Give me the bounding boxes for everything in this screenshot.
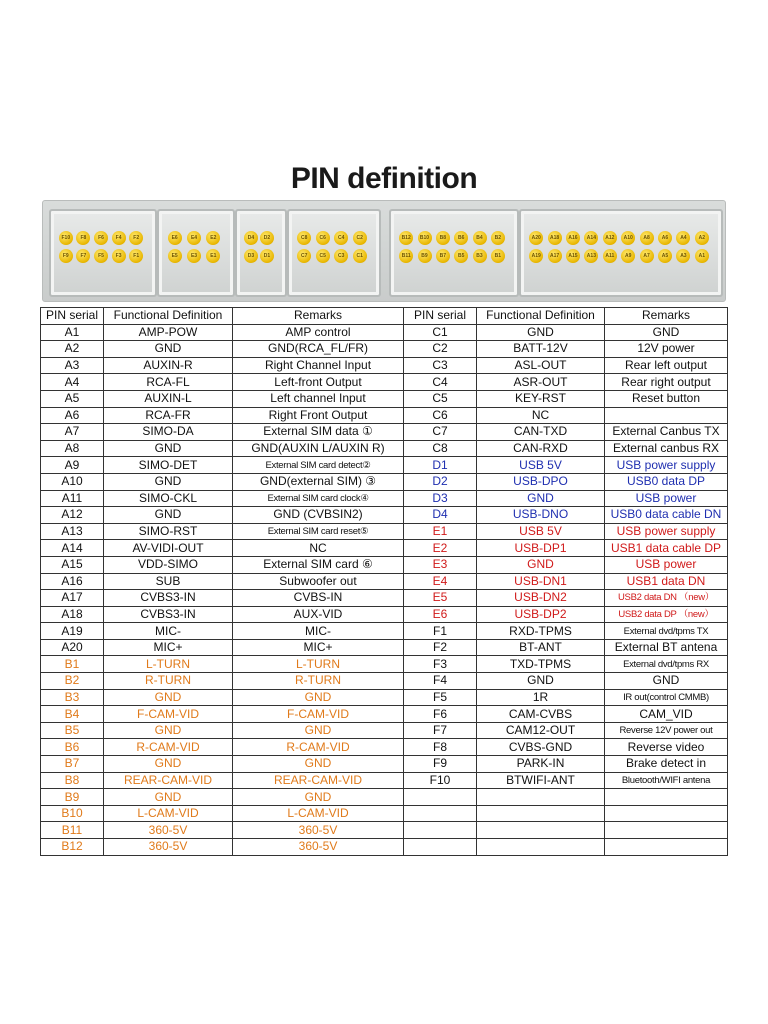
function-cell-right: ASL-OUT (477, 357, 605, 374)
remarks-cell-right: 12V power (605, 341, 728, 358)
pin-d1: D1 (260, 249, 274, 263)
function-cell-right: CAM-CVBS (477, 706, 605, 723)
pin-serial-cell-left: A3 (41, 357, 104, 374)
function-cell-right (477, 839, 605, 856)
pin-serial-cell-left: A10 (41, 473, 104, 490)
header-functional-definition-2: Functional Definition (477, 308, 605, 325)
pin-serial-cell-left: A14 (41, 540, 104, 557)
remarks-cell-right: GND (605, 673, 728, 690)
pin-serial-cell-right: F6 (404, 706, 477, 723)
remarks-cell-right (605, 822, 728, 839)
function-cell-right: CAN-TXD (477, 424, 605, 441)
table-row (41, 722, 728, 739)
remarks-cell-right: USB power (605, 556, 728, 573)
remarks-cell-right: USB power supply (605, 523, 728, 540)
pin-d4: D4 (244, 231, 258, 245)
function-cell-right (477, 805, 605, 822)
pin-serial-cell-left: A16 (41, 573, 104, 590)
header-pin-serial: PIN serial (41, 308, 104, 325)
function-cell-right: 1R (477, 689, 605, 706)
function-cell-left: SIMO-CKL (104, 490, 233, 507)
table-row (41, 540, 728, 557)
pin-a17: A17 (548, 249, 562, 263)
remarks-cell-left: MIC+ (233, 639, 404, 656)
table-row (41, 805, 728, 822)
remarks-cell-right: Reset button (605, 390, 728, 407)
pin-serial-cell-right: E4 (404, 573, 477, 590)
remarks-cell-left: MIC- (233, 623, 404, 640)
pin-serial-cell-left: B2 (41, 673, 104, 690)
pin-serial-cell-left: A9 (41, 457, 104, 474)
pin-a10: A10 (621, 231, 635, 245)
table-row (41, 673, 728, 690)
pin-b5: B5 (454, 249, 468, 263)
remarks-cell-left: GND(RCA_FL/FR) (233, 341, 404, 358)
remarks-cell-right: USB power supply (605, 457, 728, 474)
pin-a7: A7 (640, 249, 654, 263)
function-cell-right: USB 5V (477, 523, 605, 540)
connector-photo (42, 200, 726, 302)
function-cell-left: MIC+ (104, 639, 233, 656)
remarks-cell-right: USB1 data DN (605, 573, 728, 590)
remarks-cell-left: GND (233, 689, 404, 706)
function-cell-left: MIC- (104, 623, 233, 640)
pin-a8: A8 (640, 231, 654, 245)
pin-serial-cell-left: B8 (41, 772, 104, 789)
pin-serial-cell-right: F9 (404, 756, 477, 773)
pin-serial-cell-right: D1 (404, 457, 477, 474)
pin-c7: C7 (297, 249, 311, 263)
pin-serial-cell-left: B9 (41, 789, 104, 806)
function-cell-right: USB 5V (477, 457, 605, 474)
pin-serial-cell-left: A18 (41, 606, 104, 623)
pin-f7: F7 (76, 249, 90, 263)
table-row (41, 623, 728, 640)
function-cell-right: USB-DPO (477, 473, 605, 490)
function-cell-left: GND (104, 722, 233, 739)
table-row (41, 440, 728, 457)
pin-serial-cell-left: A5 (41, 390, 104, 407)
function-cell-right: USB-DP1 (477, 540, 605, 557)
table-row (41, 523, 728, 540)
pin-serial-cell-left: A6 (41, 407, 104, 424)
pin-serial-cell-left: A2 (41, 341, 104, 358)
remarks-cell-right (605, 407, 728, 424)
remarks-cell-left: Subwoofer out (233, 573, 404, 590)
remarks-cell-left: Right Front Output (233, 407, 404, 424)
pin-e3: E3 (187, 249, 201, 263)
pin-serial-cell-right: D2 (404, 473, 477, 490)
pin-a12: A12 (603, 231, 617, 245)
remarks-cell-left: GND (CVBSIN2) (233, 507, 404, 524)
table-row (41, 390, 728, 407)
function-cell-left: CVBS3-IN (104, 590, 233, 607)
pin-c2: C2 (353, 231, 367, 245)
function-cell-left: RCA-FR (104, 407, 233, 424)
remarks-cell-left: L-TURN (233, 656, 404, 673)
pin-serial-cell-right (404, 822, 477, 839)
function-cell-left: CVBS3-IN (104, 606, 233, 623)
table-row (41, 606, 728, 623)
pin-c5: C5 (316, 249, 330, 263)
table-row (41, 556, 728, 573)
function-cell-right: USB-DP2 (477, 606, 605, 623)
pin-f2: F2 (129, 231, 143, 245)
remarks-cell-left: AMP control (233, 324, 404, 341)
pin-a15: A15 (566, 249, 580, 263)
function-cell-right: BT-ANT (477, 639, 605, 656)
table-row (41, 374, 728, 391)
function-cell-left: 360-5V (104, 839, 233, 856)
table-row (41, 590, 728, 607)
pin-a5: A5 (658, 249, 672, 263)
pin-d3: D3 (244, 249, 258, 263)
pin-a3: A3 (676, 249, 690, 263)
remarks-cell-left: GND (233, 722, 404, 739)
function-cell-left: GND (104, 473, 233, 490)
table-row (41, 341, 728, 358)
function-cell-left: 360-5V (104, 822, 233, 839)
pin-serial-cell-left: A17 (41, 590, 104, 607)
function-cell-left: GND (104, 756, 233, 773)
remarks-cell-left: R-CAM-VID (233, 739, 404, 756)
pin-serial-cell-right (404, 805, 477, 822)
remarks-cell-left: GND(external SIM) ③ (233, 473, 404, 490)
remarks-cell-left: REAR-CAM-VID (233, 772, 404, 789)
remarks-cell-right: Bluetooth/WIFI antena (605, 772, 728, 789)
pin-serial-cell-right: E1 (404, 523, 477, 540)
remarks-cell-right: IR out(control CMMB) (605, 689, 728, 706)
table-row (41, 839, 728, 856)
remarks-cell-right: USB power (605, 490, 728, 507)
table-row (41, 407, 728, 424)
pin-e6: E6 (168, 231, 182, 245)
function-cell-right: ASR-OUT (477, 374, 605, 391)
function-cell-left: VDD-SIMO (104, 556, 233, 573)
function-cell-left: AUXIN-L (104, 390, 233, 407)
pin-serial-cell-right: F10 (404, 772, 477, 789)
pin-serial-cell-left: A8 (41, 440, 104, 457)
pin-f8: F8 (76, 231, 90, 245)
pin-b3: B3 (473, 249, 487, 263)
table-row (41, 772, 728, 789)
pin-serial-cell-left: A4 (41, 374, 104, 391)
pin-serial-cell-right: F7 (404, 722, 477, 739)
pin-f5: F5 (94, 249, 108, 263)
pin-b11: B11 (399, 249, 413, 263)
pin-e2: E2 (206, 231, 220, 245)
function-cell-right: TXD-TPMS (477, 656, 605, 673)
function-cell-right: CVBS-GND (477, 739, 605, 756)
pin-serial-cell-right: E3 (404, 556, 477, 573)
table-row (41, 324, 728, 341)
pin-serial-cell-right: C7 (404, 424, 477, 441)
function-cell-right (477, 822, 605, 839)
remarks-cell-left: AUX-VID (233, 606, 404, 623)
remarks-cell-right: External Canbus TX (605, 424, 728, 441)
pin-serial-cell-left: A19 (41, 623, 104, 640)
pin-a9: A9 (621, 249, 635, 263)
pin-serial-cell-right: C4 (404, 374, 477, 391)
pin-serial-cell-right: F4 (404, 673, 477, 690)
pin-serial-cell-left: A7 (41, 424, 104, 441)
remarks-cell-left: CVBS-IN (233, 590, 404, 607)
pin-e1: E1 (206, 249, 220, 263)
page-title: PIN definition (290, 162, 478, 195)
function-cell-left: SUB (104, 573, 233, 590)
remarks-cell-right: Brake detect in (605, 756, 728, 773)
pin-a20: A20 (529, 231, 543, 245)
table-row (41, 357, 728, 374)
pin-a16: A16 (566, 231, 580, 245)
pin-serial-cell-left: B10 (41, 805, 104, 822)
pin-serial-cell-left: A12 (41, 507, 104, 524)
pin-serial-cell-left: B1 (41, 656, 104, 673)
pin-serial-cell-left: A13 (41, 523, 104, 540)
remarks-cell-left: 360-5V (233, 839, 404, 856)
remarks-cell-right: Reverse video (605, 739, 728, 756)
pin-serial-cell-right: E6 (404, 606, 477, 623)
pin-serial-cell-right: E2 (404, 540, 477, 557)
remarks-cell-right: USB2 data DN （new） (605, 590, 728, 607)
function-cell-right: PARK-IN (477, 756, 605, 773)
pin-serial-cell-left: B3 (41, 689, 104, 706)
function-cell-left: RCA-FL (104, 374, 233, 391)
pin-b9: B9 (418, 249, 432, 263)
pin-a1: A1 (695, 249, 709, 263)
remarks-cell-right: External dvd/tpms RX (605, 656, 728, 673)
pin-b10: B10 (418, 231, 432, 245)
function-cell-left: AUXIN-R (104, 357, 233, 374)
pin-b4: B4 (473, 231, 487, 245)
table-row (41, 424, 728, 441)
pin-f3: F3 (112, 249, 126, 263)
pin-serial-cell-right: C1 (404, 324, 477, 341)
pin-a14: A14 (584, 231, 598, 245)
function-cell-left: GND (104, 507, 233, 524)
function-cell-left: R-CAM-VID (104, 739, 233, 756)
function-cell-left: REAR-CAM-VID (104, 772, 233, 789)
pin-c6: C6 (316, 231, 330, 245)
pin-b7: B7 (436, 249, 450, 263)
table-row (41, 656, 728, 673)
function-cell-left: F-CAM-VID (104, 706, 233, 723)
pin-c1: C1 (353, 249, 367, 263)
remarks-cell-right (605, 805, 728, 822)
remarks-cell-left: NC (233, 540, 404, 557)
function-cell-right: RXD-TPMS (477, 623, 605, 640)
pin-serial-cell-right: D4 (404, 507, 477, 524)
table-row (41, 573, 728, 590)
function-cell-left: L-TURN (104, 656, 233, 673)
table-row (41, 789, 728, 806)
remarks-cell-left: GND (233, 756, 404, 773)
function-cell-left: GND (104, 789, 233, 806)
remarks-cell-right: USB2 data DP （new） (605, 606, 728, 623)
pin-serial-cell-left: B4 (41, 706, 104, 723)
function-cell-left: SIMO-DA (104, 424, 233, 441)
function-cell-right: GND (477, 490, 605, 507)
table-row (41, 507, 728, 524)
pin-serial-cell-right: D3 (404, 490, 477, 507)
remarks-cell-left: 360-5V (233, 822, 404, 839)
pin-serial-cell-right: F2 (404, 639, 477, 656)
pin-f10: F10 (59, 231, 73, 245)
pin-serial-cell-left: A20 (41, 639, 104, 656)
pin-serial-cell-left: B5 (41, 722, 104, 739)
remarks-cell-right (605, 839, 728, 856)
pin-serial-cell-left: B7 (41, 756, 104, 773)
pin-b8: B8 (436, 231, 450, 245)
remarks-cell-left: Left channel Input (233, 390, 404, 407)
function-cell-right: GND (477, 673, 605, 690)
table-row (41, 706, 728, 723)
pin-c8: C8 (297, 231, 311, 245)
function-cell-right: BATT-12V (477, 341, 605, 358)
function-cell-right: GND (477, 324, 605, 341)
pin-f4: F4 (112, 231, 126, 245)
pin-a13: A13 (584, 249, 598, 263)
remarks-cell-right: External dvd/tpms TX (605, 623, 728, 640)
pin-f6: F6 (94, 231, 108, 245)
function-cell-right (477, 789, 605, 806)
pin-serial-cell-left: A1 (41, 324, 104, 341)
pin-a18: A18 (548, 231, 562, 245)
function-cell-left: AV-VIDI-OUT (104, 540, 233, 557)
pin-serial-cell-right: C5 (404, 390, 477, 407)
pin-a6: A6 (658, 231, 672, 245)
header-remarks-2: Remarks (605, 308, 728, 325)
remarks-cell-left: External SIM card reset⑤ (233, 523, 404, 540)
pin-serial-cell-right (404, 789, 477, 806)
pin-c3: C3 (334, 249, 348, 263)
pin-a11: A11 (603, 249, 617, 263)
function-cell-left: GND (104, 689, 233, 706)
table-row (41, 756, 728, 773)
pin-a2: A2 (695, 231, 709, 245)
pin-serial-cell-right: C8 (404, 440, 477, 457)
remarks-cell-right: External BT antena (605, 639, 728, 656)
remarks-cell-left: Left-front Output (233, 374, 404, 391)
pin-serial-cell-right: C3 (404, 357, 477, 374)
remarks-cell-right: Rear right output (605, 374, 728, 391)
pin-b6: B6 (454, 231, 468, 245)
table-row (41, 739, 728, 756)
function-cell-right: USB-DN1 (477, 573, 605, 590)
remarks-cell-left: L-CAM-VID (233, 805, 404, 822)
table-row (41, 457, 728, 474)
remarks-cell-right: Rear left output (605, 357, 728, 374)
pin-b2: B2 (491, 231, 505, 245)
pin-serial-cell-right: F5 (404, 689, 477, 706)
pin-serial-cell-right: E5 (404, 590, 477, 607)
header-functional-definition: Functional Definition (104, 308, 233, 325)
function-cell-right: CAM12-OUT (477, 722, 605, 739)
function-cell-left: L-CAM-VID (104, 805, 233, 822)
function-cell-left: GND (104, 440, 233, 457)
remarks-cell-left: External SIM card clock④ (233, 490, 404, 507)
pin-serial-cell-right (404, 839, 477, 856)
pin-serial-cell-left: B12 (41, 839, 104, 856)
function-cell-right: KEY-RST (477, 390, 605, 407)
table-header-row (41, 308, 728, 325)
table-row (41, 473, 728, 490)
remarks-cell-left: R-TURN (233, 673, 404, 690)
pin-b1: B1 (491, 249, 505, 263)
remarks-cell-right: Reverse 12V power out (605, 722, 728, 739)
function-cell-right: CAN-RXD (477, 440, 605, 457)
remarks-cell-right: CAM_VID (605, 706, 728, 723)
function-cell-right: GND (477, 556, 605, 573)
pin-d2: D2 (260, 231, 274, 245)
remarks-cell-right: USB1 data cable DP (605, 540, 728, 557)
remarks-cell-left: GND (233, 789, 404, 806)
remarks-cell-right: GND (605, 324, 728, 341)
pin-f1: F1 (129, 249, 143, 263)
pin-serial-cell-left: A11 (41, 490, 104, 507)
remarks-cell-left: External SIM card ⑥ (233, 556, 404, 573)
pin-e4: E4 (187, 231, 201, 245)
remarks-cell-left: F-CAM-VID (233, 706, 404, 723)
header-pin-serial-2: PIN serial (404, 308, 477, 325)
function-cell-right: BTWIFI-ANT (477, 772, 605, 789)
pin-b12: B12 (399, 231, 413, 245)
table-row (41, 490, 728, 507)
pin-serial-cell-left: A15 (41, 556, 104, 573)
table-row (41, 822, 728, 839)
function-cell-left: AMP-POW (104, 324, 233, 341)
pin-serial-cell-right: F8 (404, 739, 477, 756)
function-cell-left: SIMO-DET (104, 457, 233, 474)
function-cell-left: SIMO-RST (104, 523, 233, 540)
pin-a4: A4 (676, 231, 690, 245)
pin-serial-cell-right: C2 (404, 341, 477, 358)
remarks-cell-left: Right Channel Input (233, 357, 404, 374)
remarks-cell-left: GND(AUXIN L/AUXIN R) (233, 440, 404, 457)
function-cell-left: GND (104, 341, 233, 358)
function-cell-right: NC (477, 407, 605, 424)
remarks-cell-right (605, 789, 728, 806)
pin-serial-cell-right: F3 (404, 656, 477, 673)
remarks-cell-right: External canbus RX (605, 440, 728, 457)
remarks-cell-left: External SIM card detect② (233, 457, 404, 474)
pin-serial-cell-left: B6 (41, 739, 104, 756)
pin-e5: E5 (168, 249, 182, 263)
pin-a19: A19 (529, 249, 543, 263)
pin-serial-cell-right: F1 (404, 623, 477, 640)
function-cell-right: USB-DN2 (477, 590, 605, 607)
pin-c4: C4 (334, 231, 348, 245)
pin-serial-cell-left: B11 (41, 822, 104, 839)
pin-f9: F9 (59, 249, 73, 263)
pin-table (40, 307, 728, 856)
pin-serial-cell-right: C6 (404, 407, 477, 424)
remarks-cell-left: External SIM data ① (233, 424, 404, 441)
table-row (41, 689, 728, 706)
remarks-cell-right: USB0 data DP (605, 473, 728, 490)
function-cell-right: USB-DNO (477, 507, 605, 524)
header-remarks: Remarks (233, 308, 404, 325)
remarks-cell-right: USB0 data cable DN (605, 507, 728, 524)
function-cell-left: R-TURN (104, 673, 233, 690)
table-row (41, 639, 728, 656)
